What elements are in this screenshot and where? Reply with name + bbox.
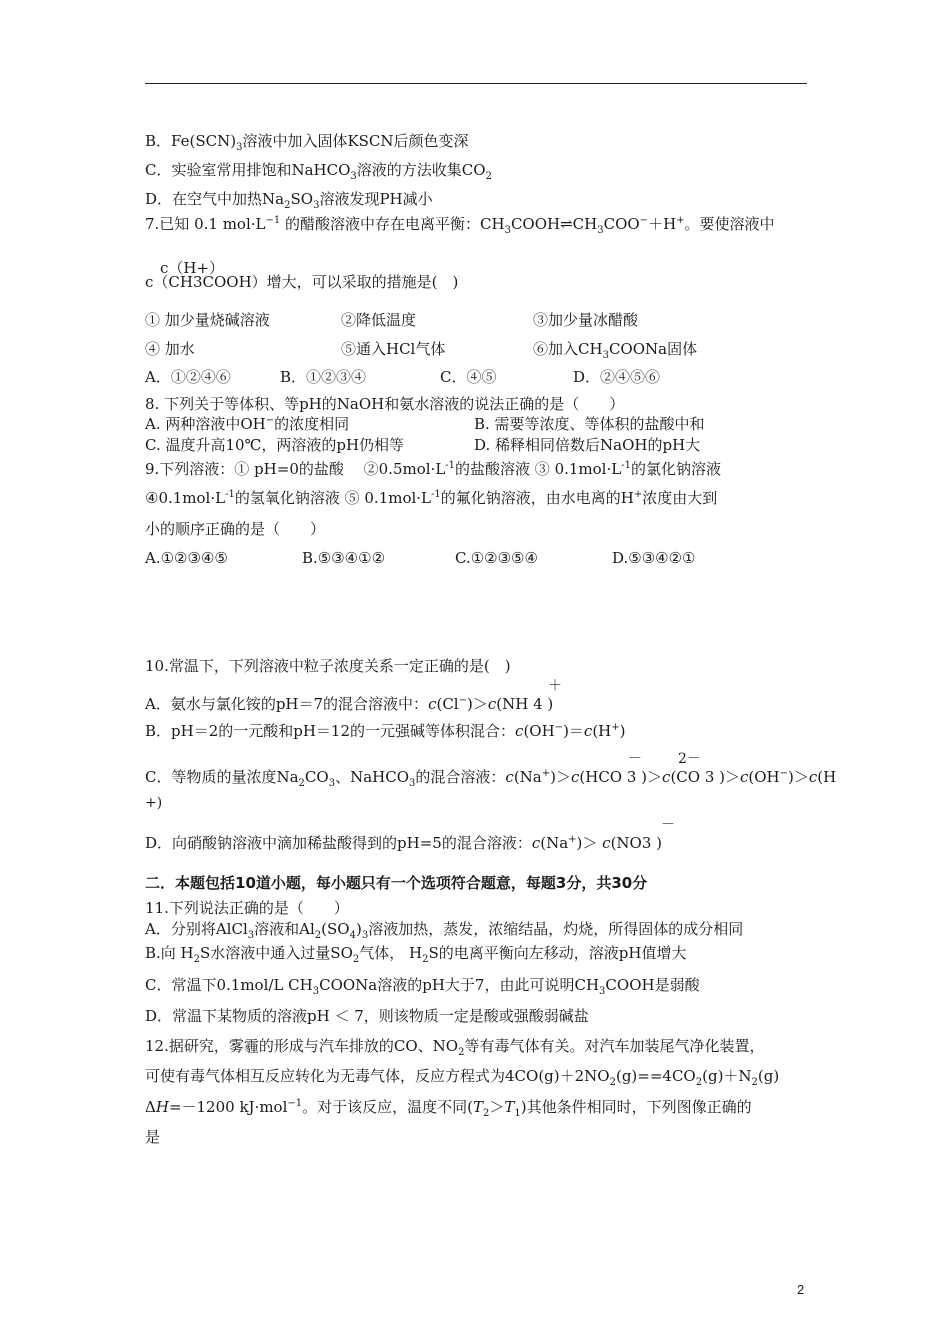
q6-option-d: D．在空气中加热$Na_2SO_3$溶液发现PH减小 xyxy=(145,190,433,211)
q8-option-d: D. 稀释相同倍数后NaOH的pH大 xyxy=(474,436,701,454)
q9-stem-line-3: 小的顺序正确的是（ ） xyxy=(145,520,326,538)
q7-item-4: ④ 加水 xyxy=(145,340,195,358)
q10-option-b: B．pH＝2的一元酸和pH＝12的一元强碱等体积混合：c(OH−)＝c(H+) xyxy=(145,722,626,740)
q7-option-d: D．②④⑤⑥ xyxy=(573,368,661,386)
q10-c-hco3-charge: － xyxy=(628,751,642,767)
q11-option-a: A．分别将AlCl$_3$溶液和$Al_2(SO_4)_3$溶液加热，蒸发，浓缩结晶，灼烧，所得固体的成分相同 xyxy=(145,920,744,941)
q11-option-d: D．常温下某物质的溶液pH ＜ 7，则该物质一定是酸或强酸弱碱盐 xyxy=(145,1007,589,1025)
q8-option-c: C. 温度升高10℃，两溶液的pH仍相等 xyxy=(145,436,405,454)
page-number: 2 xyxy=(797,1282,805,1297)
q7-fraction-numerator: c（H+） xyxy=(160,259,225,277)
q10-stem: 10.常温下，下列溶液中粒子浓度关系一定正确的是( ) xyxy=(145,657,511,675)
q10-option-c-continued: +) xyxy=(145,795,163,811)
q10-a-nh4-charge: ＋ xyxy=(548,678,562,694)
q6-option-b: B．$Fe(SCN)_3$溶液中加入固体KSCN后颜色变深 xyxy=(145,132,469,153)
q7-option-a: A．①②④⑥ xyxy=(145,368,231,386)
q9-option-d: D.⑤③④②① xyxy=(612,549,696,567)
q7-item-6: ⑥加入$CH_3COONa$固体 xyxy=(533,340,698,361)
q10-option-a: A．氨水与氯化铵的pH＝7的混合溶液中：c(Cl−)＞c(NH 4 ) xyxy=(145,695,554,713)
q11-option-c: C．常温下0.1mol/L $CH_3COONa$溶液的pH大于7，由此可说明$CH_3COOH$是弱酸 xyxy=(145,976,700,997)
q8-stem: 8. 下列关于等体积、等pH的NaOH和氨水溶液的说法正确的是（ ） xyxy=(145,395,625,413)
q7-item-1: ① 加少量烧碱溶液 xyxy=(145,311,270,329)
q9-stem-line-1: 9.下列溶液：① pH=0的盐酸 $②0.5mol\cdot L^{-1}$的盐酸溶液 ③ $0.1mol\cdot L^{-1}$的氯化钠溶液 xyxy=(145,460,721,478)
q7-option-c: C．④⑤ xyxy=(440,368,497,386)
q7-option-b: B．①②③④ xyxy=(280,368,367,386)
q9-stem-line-2: $④0.1mol\cdot L^{-1}$的氢氧化钠溶液 ⑤ $0.1mol\cdot L^{-1}$的氟化钠溶液，由水电离的H+浓度由大到 xyxy=(145,489,718,507)
q12-stem-line-2: 可使有毒气体相互反应转化为无毒气体，反应方程式为$4CO(g)+2NO_2(g)==4CO_2(g)+N_2(g)$ xyxy=(145,1067,780,1088)
q6-option-c: C．实验室常用排饱和NaHCO$_3$溶液的方法收集$CO_2$ xyxy=(145,161,492,182)
q12-stem-line-4: 是 xyxy=(145,1128,161,1146)
q12-stem-line-1: 12.据研究，雾霾的形成与汽车排放的CO、$NO_2$等有毒气体有关。对汽车加装尾气净化装置， xyxy=(145,1037,765,1058)
q9-option-c: C.①②③⑤④ xyxy=(455,549,538,567)
q11-option-b: B.向 $H_2S$水溶液中通入过量$SO_2$气体， $H_2S$的电离平衡向左移动，溶液pH值增大 xyxy=(145,944,687,965)
q8-option-b: B. 需要等浓度、等体积的盐酸中和 xyxy=(474,415,705,433)
q8-option-a: A. 两种溶液中OH−的浓度相同 xyxy=(145,415,350,433)
q10-d-no3-charge: － xyxy=(661,817,675,833)
q9-option-b: B.⑤③④①② xyxy=(302,549,386,567)
section-2-heading: 二．本题包括10道小题，每小题只有一个选项符合题意，每题3分，共30分 xyxy=(145,874,648,892)
q10-option-c: C．等物质的量浓度$Na_2CO_3$、NaHCO$_3$的混合溶液：c(Na+)＞c(HCO 3 )＞c(CO 3 )＞c(OH−)＞c(H xyxy=(145,768,837,789)
q11-stem: 11.下列说法正确的是（ ） xyxy=(145,899,349,917)
q7-item-3: ③加少量冰醋酸 xyxy=(533,311,639,329)
q10-option-d: D．向硝酸钠溶液中滴加稀盐酸得到的pH=5的混合溶液：c(Na+)＞ c(NO3 ) xyxy=(145,834,663,852)
q9-option-a: A.①②③④⑤ xyxy=(145,549,228,567)
q7-fraction-denominator: c（CH3COOH）增大，可以采取的措施是( ) xyxy=(145,273,459,291)
header-rule xyxy=(145,83,807,84)
q12-stem-line-3: ΔH=－1200 kJ·mol$^{-1}$。对于该反应，温度不同$(T_2>T_1)$其他条件相同时，下列图像正确的 xyxy=(145,1098,752,1119)
q7-stem: 7.已知 0.1 $mol\cdot L^{-1}$ 的醋酸溶液中存在电离平衡：$CH_3COOH\rightleftharpoons CH_3COO^-+H^+$。要使溶液中 xyxy=(145,215,775,236)
q10-c-co3-charge: 2－ xyxy=(678,751,701,767)
q7-item-5: ⑤通入HCl气体 xyxy=(341,340,446,358)
q7-item-2: ②降低温度 xyxy=(341,311,417,329)
